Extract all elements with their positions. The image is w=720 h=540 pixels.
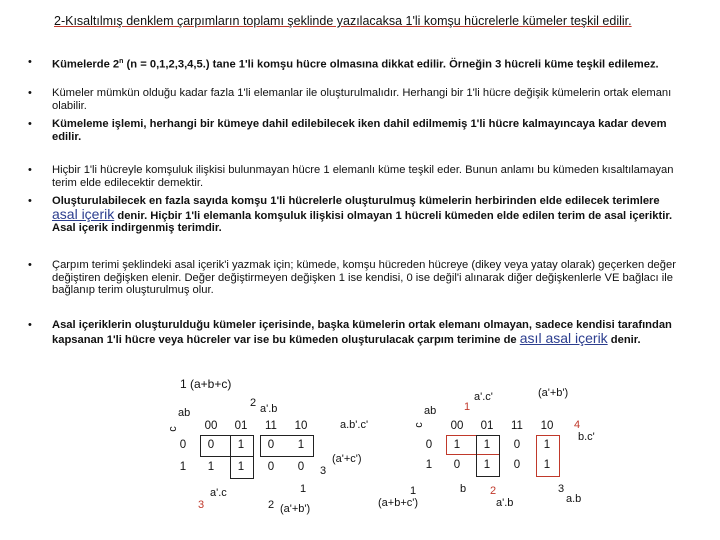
asal-icerik-term: asal içerik	[52, 205, 115, 222]
slide-title: 2-Kısaltılmış denklem çarpımların toplamı şeklinde yazılacaksa 1'li komşu hücrelerle kümeler teşkil edilir.	[54, 14, 632, 28]
kmap2-group	[476, 435, 500, 477]
kmap2-c-label: c	[412, 422, 425, 428]
karnaugh-map-2: ab c 00 01 11 10 0 1 1 0 1 1 0 1 0 1 1 a'.c' (a'+b') 4 b.c' 1 (a+b+c') b 2 a'.b 3 a.b	[378, 387, 595, 509]
karnaugh-map-1: 1 (a+b+c) ab c 00 01 11 10 0 0 1 0 1 1 1 1 0 0 2 a'.b a.b'.c' (a'+c') 3 a'.c 3 2 (a'+b') 1	[166, 377, 369, 515]
kmap1-c-label: c	[166, 426, 179, 432]
kmap1-label: 1 (a+b+c)	[180, 377, 232, 391]
kmap2-ab-label: ab	[424, 405, 437, 417]
kmap1-group	[260, 435, 314, 457]
kmap1-group	[230, 435, 254, 479]
kmap1-ab-label: ab	[178, 407, 191, 419]
kmap2-group	[536, 435, 560, 477]
bullet-dot: •	[28, 56, 32, 68]
asil-asal-icerik-term: asıl asal içerik	[519, 329, 608, 346]
